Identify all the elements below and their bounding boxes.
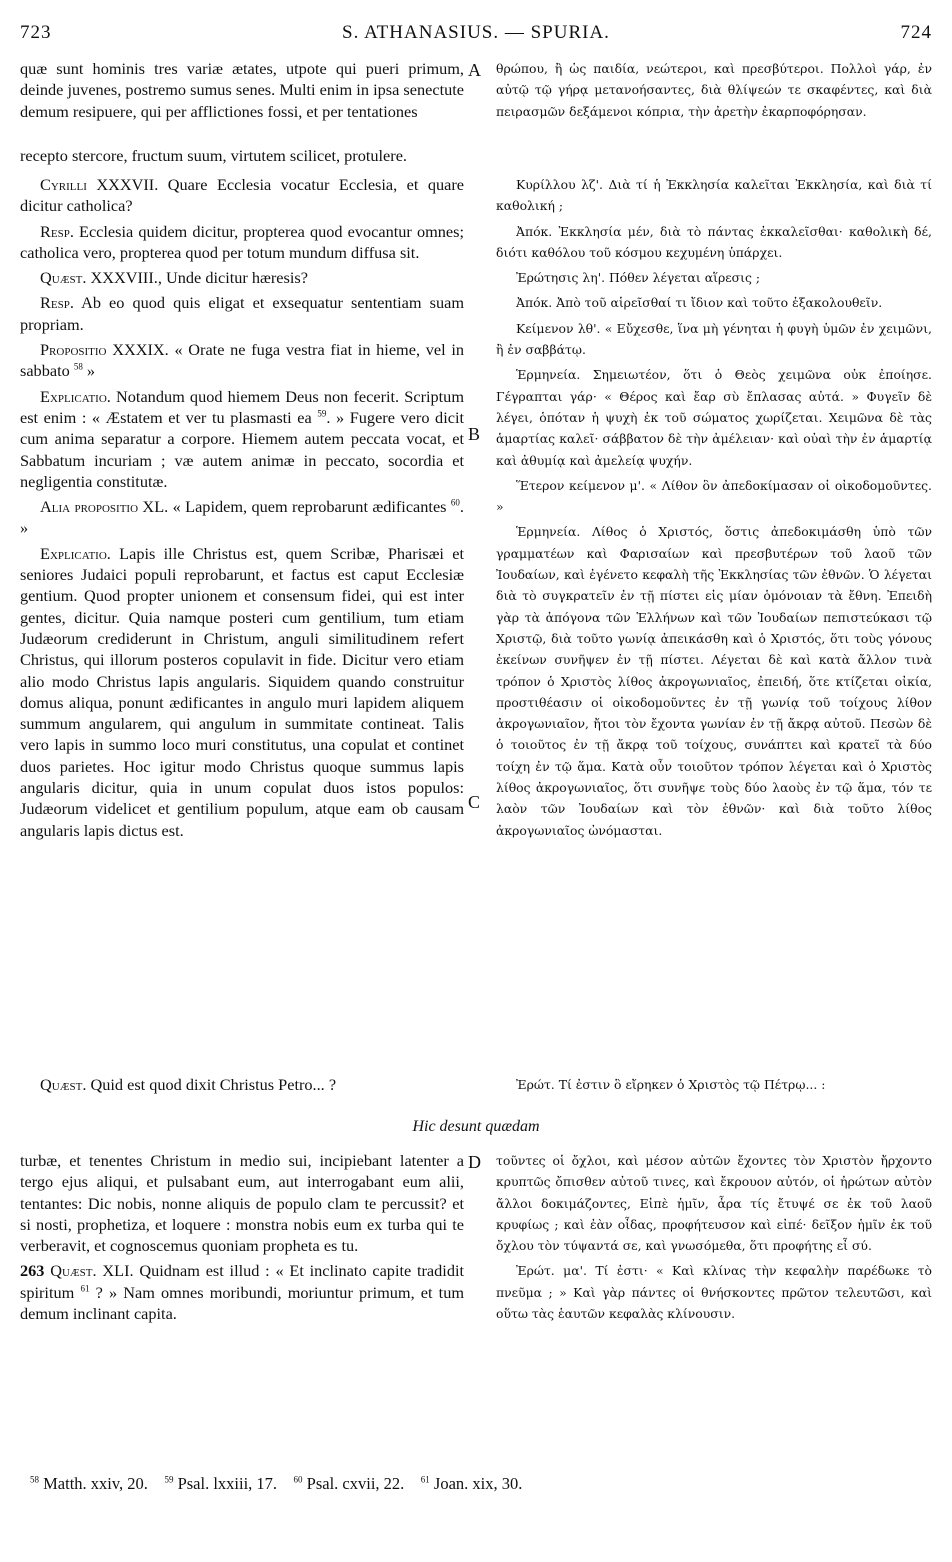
marginal-number: 263	[20, 1261, 45, 1281]
latin-r38: Resp. Ab eo quod quis eligat et exsequatur sententiam suam propriam.	[20, 293, 464, 334]
latin-p40: Alia propositio XL. « Lapidem, quem reprobarunt ædificantes $^{60}$. »	[20, 497, 464, 538]
footnote: $^{61}$ Joan. xix, 30.	[420, 1474, 523, 1493]
greek-bottom-text: τοῦντες οἱ ὄχλοι, καὶ μέσον αὐτῶν ἔχοντες τὸν Χριστὸν ἤρχοντο κρυπτῶς ὄπισθεν αὐτοῦ τινες, καὶ ἔκρουον αὐτόν, οἱ ἠρώτων αὐτὸν ἄλλοι δοκιμάζοντες, Εἰπὲ ἡμῖν, ἆρα τίς ἔτυψέ σε ἐκ τοῦ λαοῦ κρυφίως ; καὶ ἐὰν οἶδας, προφήτευσον καὶ εἰπέ· δεῖξον ἡμῖν ἐκ τοῦ ὄχλου τὸν τύψαντά σε, καὶ γνωσόμεθα, ὅτι προφήτης εἶ σύ.	[496, 1153, 932, 1254]
latin-column	[20, 174, 464, 845]
marker-b: B	[468, 424, 481, 444]
latin-q41: 263 Quæst. XLI. Quidnam est illud : « Et inclinato capite tradidit spiritum $^{61}$ ? » Nam omnes moribundi, moriuntur primum, et tum demum inclinant capita.	[20, 1261, 465, 1324]
greek-q41: Ἐρώτ. μα'. Τί ἐστι· « Καὶ κλίνας τὴν κεφαλὴν παρέδωκε τὸ πνεῦμα ; » Καὶ γὰρ πάντες οἱ θνήσκοντες πρῶτον τελευτῶσι, καὶ οὕτω τὰς ἑαυτῶν κεφαλὰς κλίνουσιν.	[496, 1263, 932, 1322]
greek-intro-text: θρώπου, ἢ ὡς παιδία, νεώτεροι, καὶ πρεσβύτεροι. Πολλοὶ γάρ, ἐν αὐτῷ τῷ γήρᾳ μετανοήσαντες, διὰ θλίψεών τε σκαφέντες, καὶ διὰ πειρασμῶν δεξάμενοι κόπρια, τὴν ἀρετὴν ἐκαρποφόρησαν.	[496, 61, 932, 119]
greek-last-question: Ἐρώτ. Τί ἐστιν ὃ εἴρηκεν ὁ Χριστὸς τῷ Πέτρῳ... :	[516, 1077, 826, 1092]
footnote: $^{58}$ Matth. xxiv, 20.	[30, 1474, 148, 1493]
latin-q38: Quæst. XXXVIII., Unde dicitur hæresis?	[40, 268, 308, 288]
footnote: $^{59}$ Psal. lxxiii, 17.	[164, 1474, 278, 1493]
latin-q37: Cyrilli XXXVII. Quare Ecclesia vocatur Ecclesia, et quare dicitur catholica?	[20, 175, 465, 216]
latin-e39: Explicatio. Notandum quod hiemem Deus non fecerit. Scriptum est enim : « Æstatem et ver tu plasmasti ea $^{59}$. » Fugere vero dicit cum anima separatur a corpore. Hiemem autem peccata vocat, et Sabbatum incuriam ; væ autem animæ in peccato, socordia et negligentia constitutæ.	[20, 386, 464, 491]
greek-e40: Ἑρμηνεία. Λίθος ὁ Χριστός, ὅστις ἀπεδοκιμάσθη ὑπὸ τῶν γραμματέων καὶ Φαρισαίων καὶ πρεσβυτέρων τοῦ λαοῦ τῶν Ἰουδαίων, καὶ ἐγένετο κεφαλὴ τῆς Ἐκκλησίας τῶν ἐθνῶν. Ὁ λέγεται διὰ τὸ συγκρατεῖν ἐν τῇ πίστει εἰς μίαν ὁμόνοιαν τὰ ἔθνη. Ἐπειδὴ γὰρ τὰ ἀπόγονα τῶν Ἑλλήνων καὶ τῶν Ἰουδαίων πεπιστεύκασι τῷ Χριστῷ, διὰ τοῦτο γωνίᾳ ἀπεικάσθη καὶ ὁ Χριστός, ὅτι τοὺς γόνους ἐκείνων συνῆψεν ἐν τῇ πίστει. Λέγεται δὲ καὶ κατὰ ἄλλον τινὰ τρόπον ὁ Χριστὸς λίθος ἀκρογωνιαῖος, ἐπειδή, ὅτε κτίζεται οἰκία, προστιθέασιν οἱ οἰκοδομοῦντες ἐν τῇ γωνίᾳ τοῦ τοίχους λίθον ἀκρογωνιαῖον, ἤτοι τὸν ἔχοντα γωνίαν ἐν τῇ ἄκρᾳ αὐτοῦ. Πεσὼν δὲ ὁ τοιοῦτος ἐν τῇ ἄκρᾳ τοῦ τοίχους, συνάπτει καὶ κρατεῖ τὰ δύο τοίχη ἐν τῷ ἅμα. Κατὰ οὖν τοιοῦτον τρόπον λέγεται καὶ ὁ Χριστὸς λίθος ἀκρογωνιαῖος, ὅτι συνῆψε τοὺς δύο λαοὺς ἐν τῷ ἅμα, τόν τε λαὸν τῶν Ἰουδαίων καὶ τὸν ἐθνῶν· καὶ διὰ τοῦτο λίθος ἀκρογωνιαῖος ὠνόμασται.	[496, 524, 932, 838]
marker-c: C	[468, 792, 481, 812]
footnote: $^{60}$ Psal. cxvii, 22.	[293, 1474, 405, 1493]
latin-intro-text: quæ sunt hominis tres variæ ætates, utpote qui pueri primum, deinde juvenes, postremo sumus senes. Multi enim in ipsa senectute demum resipuere, qui per afflictiones fossi, et per tentationes	[20, 59, 464, 121]
latin-last-question: Quæst. Quid est quod dixit Christus Petro... ?	[40, 1075, 337, 1094]
footnotes	[30, 1474, 930, 1494]
page-number-right: 724	[900, 22, 932, 43]
greek-r38: Ἀπόκ. Ἀπὸ τοῦ αἱρεῖσθαί τι ἴδιον καὶ τοῦτο ἐξακολουθεῖν.	[516, 295, 883, 311]
latin-r37: Resp. Ecclesia quidem dicitur, propterea quod evocantur omnes; catholica vero, propterea quod per totum mundum diffusa sit.	[20, 221, 464, 262]
lacuna-note: Hic desunt quædam	[412, 1118, 540, 1135]
greek-p39: Κείμενον λθ'. « Εὔχεσθε, ἵνα μὴ γένηται ἡ φυγὴ ὑμῶν ἐν χειμῶνι, ἢ ἐν σαββάτῳ.	[496, 320, 932, 358]
marker-a: A	[468, 60, 481, 80]
greek-column	[496, 174, 932, 845]
spanning-line: recepto stercore, fructum suum, virtutem scilicet, protulere.	[20, 146, 407, 165]
greek-r37: Ἀπόκ. Ἐκκλησία μέν, διὰ τὸ πάντας ἐκκαλεῖσθαι· καθολικὴ δέ, διότι καθόλου τοῦ κόσμου κεχυμένη ὑπάρχει.	[496, 223, 932, 260]
greek-q37: Κυρίλλου λζ'. Διὰ τί ἡ Ἐκκλησία καλεῖται Ἐκκλησία, καὶ διὰ τί καθολική ;	[496, 177, 932, 214]
greek-e39: Ἑρμηνεία. Σημειωτέον, ὅτι ὁ Θεὸς χειμῶνα οὐκ ἐποίησε. Γέγραπται γάρ· « Θέρος καὶ ἔαρ σὺ ἔπλασας αὐτά. » Φυγεῖν δὲ λέγει, ὁπόταν ἡ ψυχὴ ἐκ τοῦ σώματος χωρίζεται. Χειμῶνα δὲ τὰς ἁμαρτίας καλεῖ· σάββατον δὲ τὴν ἀμέλειαν· καὶ οὐαὶ τὴν ἐν ἁμαρτίᾳ καὶ ἀθυμίᾳ καὶ ἀμελείᾳ ψυχήν.	[496, 367, 932, 468]
page-number-left: 723	[20, 22, 52, 43]
latin-p39: Propositio XXXIX. « Orate ne fuga vestra fiat in hieme, vel in sabbato $^{58}$ »	[20, 340, 464, 381]
greek-q38: Ἐρώτησις λη'. Πόθεν λέγεται αἵρεσις ;	[516, 270, 761, 286]
running-title: S. ATHANASIUS. — SPURIA.	[342, 22, 610, 43]
greek-p40: Ἕτερον κείμενον μ'. « Λίθον ὃν ἀπεδοκίμασαν οἱ οἰκοδομοῦντες. »	[496, 477, 932, 515]
page-header	[20, 22, 932, 46]
marker-d: D	[468, 1152, 481, 1172]
latin-bottom-text: turbæ, et tenentes Christum in medio sui, incipiebant latenter a tergo ejus aliqui, et pulsabant eum, aut interrogabant eum alii, tentantes: Dic nobis, nonne aliquis de populo clam te percussit? et si nosti, prophetiza, et loquere : monstra nobis eum ex turba qui te verberavit, et cognoscemus quoniam propheta es tu.	[20, 1151, 464, 1256]
greek-bottom	[496, 1150, 932, 1328]
latin-e40: Explicatio. Lapis ille Christus est, quem Scribæ, Pharisæi et seniores Judaici populi reprobarunt, et factus est caput Ecclesiæ gentium. Quod propter unionem et consensum fidei, qui est inter gentes, dicitur. Quia namque posteri cum gentilium, tum etiam Judæorum crediderunt in Christum, anguli similitudinem refert Christus, qui illorum posteros copulavit in fide. Dicitur vero etiam alio modo Christus lapis angularis. Siquidem quando construitur domus aliqua, ponunt ædificantes in angulo muri lapidem aliquem summum angularem, qui angulum in summitate contineat. Talis vero lapis in summo loco muri constitutus, una copulat et continet duos parietes. Hoc igitur modo Christus quoque summus lapis angularis dicitur, quia in unum copulat duos istos populos: Judæorum videlicet et gentilium populum, atque eam ob causam angularis lapis dictus est.	[20, 543, 465, 840]
latin-bottom	[20, 1150, 464, 1328]
greek-intro	[496, 58, 932, 126]
latin-intro	[20, 58, 464, 126]
